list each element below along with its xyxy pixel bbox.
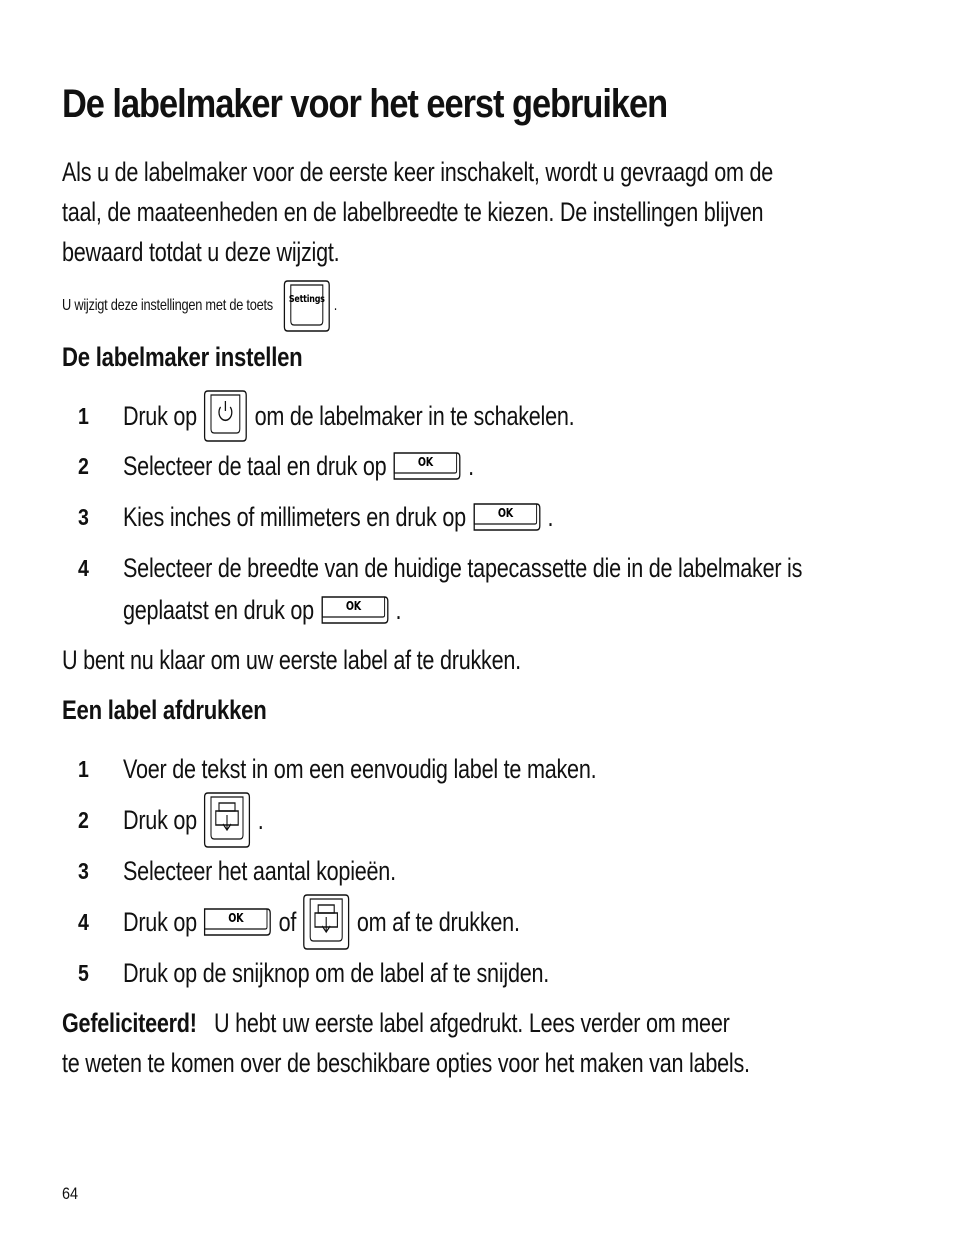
setup-heading: De labelmaker instellen (62, 342, 303, 372)
ok-key-label: OK (228, 910, 244, 926)
settings-line (62, 286, 337, 326)
congrats-paragraph (62, 1003, 782, 1083)
step-text-line-2: geplaatst en druk op (123, 595, 314, 625)
step-number: 1 (78, 756, 89, 782)
print-step-5 (62, 953, 954, 999)
ok-key-icon (202, 905, 274, 939)
step-number: 1 (78, 403, 89, 429)
power-icon (202, 387, 250, 445)
settings-period: . (333, 297, 338, 314)
step-number: 5 (78, 960, 89, 986)
print-step-3 (62, 851, 954, 897)
step-number: 4 (78, 909, 89, 935)
page-title: De labelmaker voor het eerst gebruiken (62, 82, 668, 126)
setup-step-1 (62, 396, 954, 442)
step-number: 3 (78, 858, 89, 884)
step-text-after: . (547, 502, 554, 532)
step-number: 4 (78, 555, 89, 581)
step-text-after: om af te drukken. (356, 907, 520, 937)
intro-line-3: bewaard totdat u deze wijzigt. (62, 237, 340, 267)
setup-done-text: U bent nu klaar om uw eerste label af te drukken. (62, 645, 521, 675)
intro-line-2: taal, de maateenheden en de labelbreedte te kiezen. De instellingen blijven (62, 197, 764, 227)
settings-key-icon (281, 277, 332, 335)
settings-key-label: Settings (288, 294, 325, 306)
congrats-line-2: te weten te komen over de beschikbare opties voor het maken van labels. (62, 1048, 750, 1078)
step-text: Selecteer de taal en druk op (123, 451, 387, 481)
step-text: Selecteer de breedte van de huidige tapecassette die in de labelmaker is (123, 553, 803, 583)
ok-key-label: OK (418, 454, 434, 470)
congrats-line-1: U hebt uw eerste label afgedrukt. Lees verder om meer (213, 1008, 730, 1038)
step-text: Kies inches of millimeters en druk op (123, 502, 466, 532)
ok-key-label: OK (345, 598, 361, 614)
step-text: Voer de tekst in om een eenvoudig label te maken. (123, 754, 597, 784)
intro-line-1: Als u de labelmaker voor de eerste keer inschakelt, wordt u gevraagd om de (62, 157, 774, 187)
step-text-after: . (395, 595, 402, 625)
step-number: 3 (78, 504, 89, 530)
print-heading: Een label afdrukken (62, 695, 267, 725)
step-text-or: of (278, 907, 297, 937)
print-step-4 (62, 902, 954, 948)
step-text-after: . (468, 451, 474, 481)
congrats-bold: Gefeliciteerd! (62, 1008, 197, 1038)
print-icon (301, 891, 352, 953)
ok-key-label: OK (497, 505, 513, 521)
step-text: Druk op (123, 907, 197, 937)
setup-step-3 (62, 497, 954, 543)
ok-key-icon (471, 500, 543, 534)
intro-paragraph (62, 152, 782, 272)
print-step-1 (62, 749, 954, 795)
step-number: 2 (78, 807, 89, 833)
print-step-2 (62, 800, 954, 846)
print-icon (202, 789, 253, 851)
step-text-after: . (257, 805, 264, 835)
page-number: 64 (62, 1184, 79, 1203)
step-text: Druk op (123, 401, 197, 431)
step-text: Druk op de snijknop om de label af te snijden. (123, 958, 550, 988)
ok-key-icon (391, 449, 463, 483)
settings-text: U wijzigt deze instellingen met de toets (62, 297, 273, 314)
step-number: 2 (78, 453, 89, 479)
step-text: Druk op (123, 805, 197, 835)
ok-key-icon (319, 593, 391, 627)
step-text-after: om de labelmaker in te schakelen. (254, 401, 575, 431)
setup-step-4 (62, 548, 954, 638)
setup-step-2 (62, 446, 954, 492)
step-text: Selecteer het aantal kopieën. (123, 856, 396, 886)
